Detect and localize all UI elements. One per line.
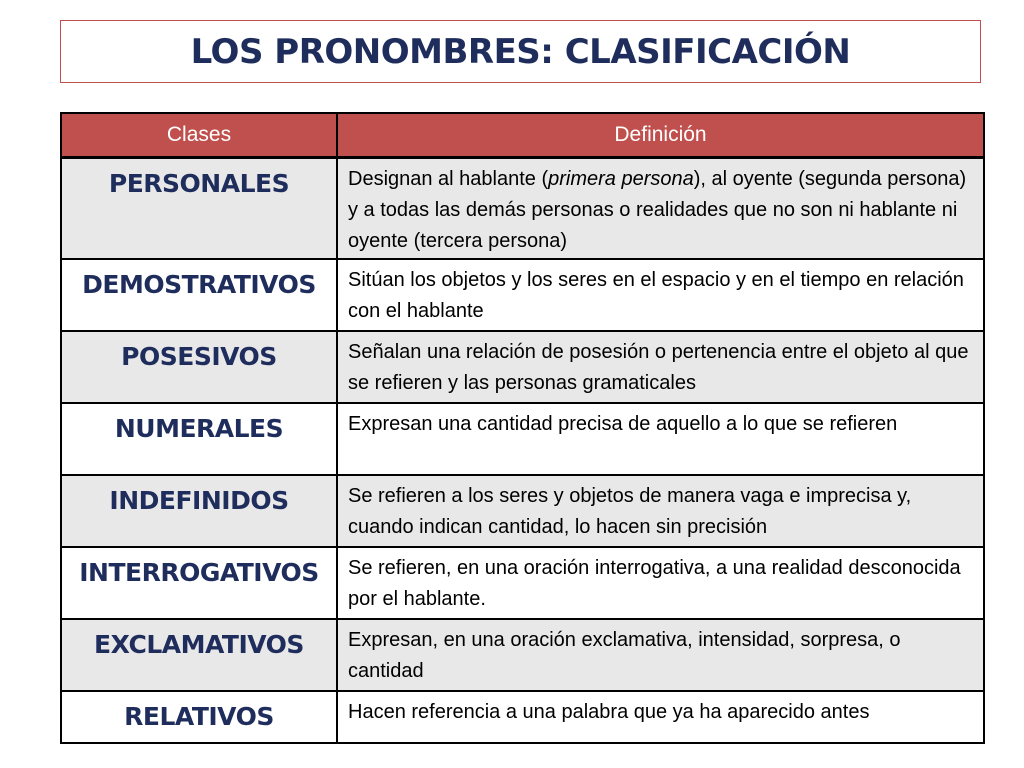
- def-part: Designan al hablante (: [348, 168, 549, 190]
- row-definicion-indefinidos: Se refieren a los seres y objetos de manera vaga e imprecisa y, cuando indican cantidad, lo hacen sin precisión: [337, 475, 984, 547]
- table-row: [61, 259, 984, 331]
- row-definicion-interrogativos: Se refieren, en una oración interrogativa, a una realidad desconocida por el hablante.: [337, 547, 984, 619]
- row-definicion-demostrativos: Sitúan los objetos y los seres en el espacio y en el tiempo en relación con el hablante: [337, 259, 984, 331]
- title-box: [60, 20, 981, 83]
- row-definicion-personales: [337, 158, 984, 259]
- def-part: ), al oyente (segunda persona) y a todas las demás personas o realidades que no son ni hablante ni oyente (tercera persona): [348, 168, 967, 252]
- table-row: [61, 475, 984, 547]
- row-clase-personales: PERSONALES: [61, 158, 337, 259]
- row-definicion-relativos: Hacen referencia a una palabra que ya ha aparecido antes: [337, 691, 984, 743]
- row-clase-exclamativos: EXCLAMATIVOS: [61, 619, 337, 691]
- table-row: [61, 619, 984, 691]
- row-clase-posesivos: POSESIVOS: [61, 331, 337, 403]
- row-definicion-numerales: Expresan una cantidad precisa de aquello a lo que se refieren: [337, 403, 984, 475]
- row-clase-interrogativos: INTERROGATIVOS: [61, 547, 337, 619]
- table-row: [61, 403, 984, 475]
- row-clase-indefinidos: INDEFINIDOS: [61, 475, 337, 547]
- row-clase-relativos: RELATIVOS: [61, 691, 337, 743]
- pronouns-table-wrap: [60, 112, 983, 740]
- header-definicion: Definición: [337, 113, 984, 158]
- row-definicion-exclamativos: Expresan, en una oración exclamativa, intensidad, sorpresa, o cantidad: [337, 619, 984, 691]
- table-row: [61, 331, 984, 403]
- header-clases: Clases: [61, 113, 337, 158]
- row-clase-demostrativos: DEMOSTRATIVOS: [61, 259, 337, 331]
- table-header-row: [61, 113, 984, 158]
- row-definicion-posesivos: Señalan una relación de posesión o pertenencia entre el objeto al que se refieren y las personas gramaticales: [337, 331, 984, 403]
- pronouns-table: [60, 112, 985, 744]
- def-part-italic: primera persona: [548, 168, 694, 190]
- row-clase-numerales: NUMERALES: [61, 403, 337, 475]
- table-row: [61, 158, 984, 259]
- page-title: LOS PRONOMBRES: CLASIFICACIÓN: [190, 31, 851, 72]
- table-row: [61, 547, 984, 619]
- table-row: [61, 691, 984, 743]
